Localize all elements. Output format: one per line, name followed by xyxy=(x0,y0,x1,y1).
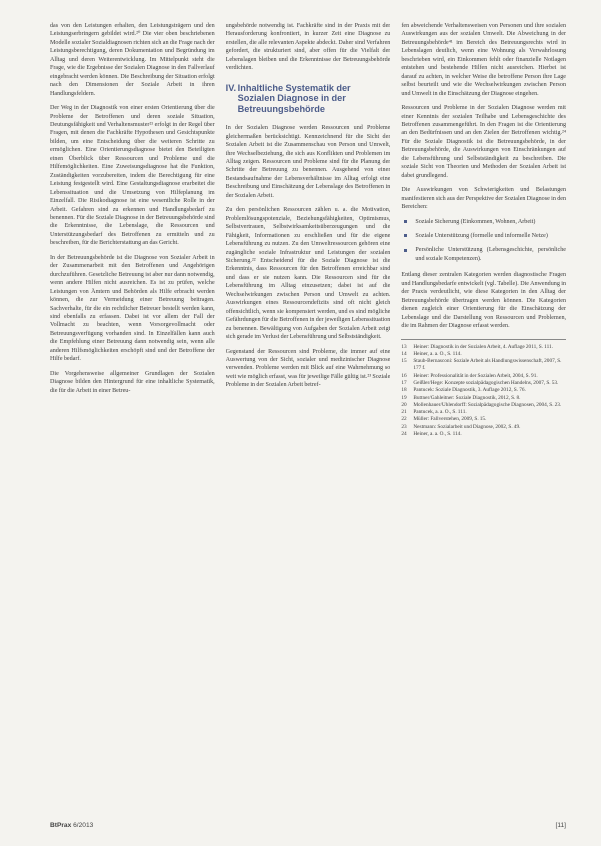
footnote xyxy=(401,373,566,380)
footnote-text: Pantucek, a. a. O., S. 111. xyxy=(413,409,467,416)
footnote-text: Buttner/Gahleitner: Soziale Diagnostik, 2012, S. 8. xyxy=(413,394,521,401)
footnote-text: Heiner: Professionalität in der Sozialen Arbeit, 2004, S. 91. xyxy=(413,372,538,379)
section-heading-line: Inhaltliche Systematik der xyxy=(237,82,351,93)
footnote-text: Geißler/Hege: Konzepte sozialpädagogischen Handelns, 2007, S. 53. xyxy=(413,379,559,386)
column-3 xyxy=(401,22,566,812)
paragraph: Die Vorgehensweise allgemeiner Grundlagen der Sozialen Diagnose bilden den Hintergrund für eine inhaltliche Systematik, die für die Arbeit in einer Betreu- xyxy=(50,370,215,394)
paragraph: In der Sozialen Diagnose werden Ressourcen und Probleme gleichermaßen berücksichtigt. Kennzeichnend für die Sicht der Sozialen Arbeit ist die Zusammenschau von Person und Umwelt, ihre Wechselbeziehung, die sich aus Konflikten und Problemen im Alltag zeigen. Ressourcen und Probleme sind für die Planung der Schritte der Betreuung zu benennen. Ausgehend von einer Bestandsaufnahme der Lebensverhältnisse im Alltag erfolgt eine Beschreibung und Einschätzung der Lebenslage des Betroffenen in der Sozialen Arbeit. xyxy=(225,125,391,199)
list-item: Soziale Unterstützung (formelle und informelle Netze) xyxy=(401,232,566,240)
footnote xyxy=(401,344,566,351)
journal-reference xyxy=(50,822,93,829)
paragraph: Entlang dieser zentralen Kategorien werden diagnostische Fragen und Handlungsbedarfe entwickelt (vgl. Tabelle). Die Anwendung in der Praxis verdeutlicht, wie diese Kategorien in den Alltag der Betreuungsbehörde übertragen werden können. Die Kategorien dienen zugleich einer Orientierung für die Einschätzung der Lebenslage und die Darstellung von Ressourcen und Problemen, die im Rahmen der Diagnose erfasst werden. xyxy=(401,272,566,330)
footnote-number: 13 xyxy=(401,343,407,350)
footnote-text: Nestmann: Sozialarbeit und Diagnose, 2002, S. 49. xyxy=(413,423,521,430)
bullet-list xyxy=(401,218,566,264)
paragraph: Die Auswirkungen von Schwierigkeiten und Belastungen manifestieren sich aus der Perspektive der Sozialen Diagnose in den Bereichen: xyxy=(401,187,566,211)
footnote-number: 24 xyxy=(401,431,407,438)
paragraph: ungsbehörde notwendig ist. Fachkräfte sind in der Praxis mit der Herausforderung konfrontiert, in kurzer Zeit eine Diagnose zu erstellen, die alle relevanten Aspekte abdeckt. Daher sind Verfahren gefordert, die strukturiert sind, aber offen für die Vielfalt der Lebenslagen bleiben und die Erkenntnisse der Betreuungsbehörde verdichten. xyxy=(225,23,391,72)
list-item: Persönliche Unterstützung (Lebensgeschichte, persönliche und soziale Kompetenzen). xyxy=(401,246,566,263)
paragraph: Zu den persönlichen Ressourcen zählen u. a. die Motivation, Problemlösungspotenziale, Beziehungsfähigkeiten, Optimismus, Selbstvertrauen, Selbstwirksamkeitsüberzeugungen und die Fähigkeit, Informationen zu erschließen und für die eigene Lebensführung zu nutzen. Zu den Umweltressourcen gehören eine zugängliche soziale Infrastruktur und Leistungen der sozialen Sicherung.²² Entscheidend für die Soziale Diagnose ist die Erkenntnis, dass Ressourcen für den Betroffenen erreichbar sind und dass er sie nutzen kann. Die Ressourcen sind für die Lebensführung im Alltag einzusetzen; dabei ist auf die Wechselwirkungen zwischen Person und Umwelt zu achten. Auswirkungen eines Ressourcendefizits sind oft nicht gleich offensichtlich, wenn sie kompensiert werden, und es sind mögliche Gefährdungen für die Betroffenen in der jeweiligen Lebenssituation zu benennen. Bewältigung von Aufgaben der Sozialen Arbeit zeigt sich gerade im Verlust der Lebensführung und Selbstständigkeit. xyxy=(225,207,391,341)
footnote-text: Staub-Bernasconi: Soziale Arbeit als Handlungswissenschaft, 2007, S. 177 f. xyxy=(413,358,562,372)
footnote xyxy=(401,395,566,402)
footnote-number: 21 xyxy=(401,409,407,416)
footnote-number: 14 xyxy=(401,350,407,357)
section-heading-line: Betreuungsbehörde xyxy=(237,103,325,114)
footnote xyxy=(401,387,566,394)
column-1 xyxy=(50,22,215,812)
footnote-number: 18 xyxy=(401,387,407,394)
footnote-text: Mollenhauer/Uhlendorff: Sozialpädagogische Diagnosen, 2004, S. 23. xyxy=(413,401,562,408)
footnote xyxy=(401,402,566,409)
footnote xyxy=(401,351,566,358)
journal-name: BtPrax xyxy=(50,822,72,829)
footnote-number: 15 xyxy=(401,358,407,365)
footnote-text: Heiner: Diagnostik in der Sozialen Arbeit, 4. Auflage 2011, S. 111. xyxy=(413,343,554,350)
footnote-number: 20 xyxy=(401,401,407,408)
page-number: [11] xyxy=(555,822,566,829)
footnote xyxy=(401,424,566,431)
footnote-number: 23 xyxy=(401,423,407,430)
footnote xyxy=(401,358,566,373)
list-item: Soziale Sicherung (Einkommen, Wohnen, Arbeit) xyxy=(401,218,566,226)
footnote-number: 19 xyxy=(401,394,407,401)
paragraph: fen abweichende Verhaltensweisen von Personen und ihre sozialen Auswirkungen aus der sozialen Umwelt. Die Abweichung in der Betreuungsbehörde⁴¹ im Bereich des Betreuungsrechts wird in Lebenslagen deutlich, wenn eine Wohnung als Verwahrlosung beschrieben wird, ein Einkommen fehlt oder finanzielle Notlagen entstehen und bestehende Hilfen nicht ausreichen. Hierbei ist darauf zu achten, in welcher Weise die betroffene Person ihre Lage selbst beurteilt und wie die Wechselwirkungen zwischen Person und Umwelt in die Einschätzung der Diagnose eingehen. xyxy=(401,23,566,97)
footnote xyxy=(401,431,566,438)
section-heading-line: Sozialen Diagnose in der xyxy=(237,93,346,104)
footnote xyxy=(401,416,566,423)
section-number: IV. xyxy=(225,82,237,93)
footnote-text: Heiner, a. a. O., S. 114. xyxy=(413,350,462,357)
footnote-number: 22 xyxy=(401,416,407,423)
paragraph: In der Betreuungsbehörde ist die Diagnose von Sozialer Arbeit in der Zusammenarbeit mit den Betroffenen und Angehörigen durchzuführen. Gesetzliche Betreuung ist aber nur dann notwendig, wenn andere Hilfen nicht ausreichen. Es ist zu prüfen, welche Leistungen von Ämtern und Behörden als Hilfe erbracht werden können, die zur Vermeidung einer Betreuung beitragen. Sachverhalte, für die ein rechtlicher Betreuer bestellt werden kann, sind ebenfalls zu erfassen. Dabei ist vor allem der Fall der Vollmacht zu beachten, wenn Vorsorgevollmacht oder Betreuungsverfügung vorhanden sind. In Einzelfällen kann auch die Empfehlung einer Betreuung dann notwendig sein, wenn alle anderen Hilfsmöglichkeiten erschöpft sind und der Betroffene der Hilfe bedarf. xyxy=(50,254,215,363)
column-2 xyxy=(226,22,391,812)
paragraph: Der Weg in der Diagnostik von einer ersten Orientierung über die Probleme der Betroffenen und deren soziale Situation, Deutungsfähigkeit und Verhaltensmuster²¹ erfolgt in der Regel über Fragen, mit denen die Fachkräfte Hypothesen und Gesichtspunkte bilden, um eine Entscheidung über die weiteren Schritte zu ermöglichen. Eine Orientierungsdiagnose bietet den Beteiligten einen Überblick über Ressourcen und Probleme und die Hilfemöglichkeiten. Eine Zuweisungsdiagnose hat die Funktion, Zuständigkeiten vorzubereiten, indem die Berechtigung für eine Leistung festgestellt wird. Eine Gestaltungsdiagnose erarbeitet die Lebenssituation und die Umsetzung von Hilfeplanung im Einzelfall. Die Risikodiagnose ist eine wesentliche Rolle in der Arbeit. Gefahren sind zu erkennen und Handlungsbedarf zu benennen. Für die Soziale Diagnose in der Betreuungsbehörde sind die Erkenntnisse, die Lebenslage, die Ressourcen und Unterstützungsbedarf des Betroffenen zu ermitteln und zu beschreiben, für die Berichterstattung an das Gericht. xyxy=(50,105,215,247)
paragraph: Gegenstand der Ressourcen sind Probleme, die immer auf eine Auswertung von der Sicht, sozialer und medizinischer Diagnose verwenden. Probleme werden mit Blick auf eine Wahrnehmung so weit wie möglich erfasst, was für jeweilige Fälle gültig ist.²³ Soziale Probleme in der Sozialen Arbeit betref- xyxy=(225,348,391,389)
section-heading xyxy=(226,83,391,115)
footnote-divider xyxy=(401,339,566,340)
footnotes xyxy=(401,344,566,439)
text-columns xyxy=(50,22,566,812)
footnote xyxy=(401,409,566,416)
footnote-text: Heiner, a. a. O., S. 114. xyxy=(413,431,462,438)
footnote-text: Müller: Fallverstehen, 2009, S. 15. xyxy=(413,416,487,423)
page-footer xyxy=(50,822,566,829)
footnote-number: 16 xyxy=(401,372,407,379)
paragraph: Ressourcen und Probleme in der Sozialen Diagnose werden mit einer Kenntnis der sozialen Teilhabe und Lebensgeschichte des Betroffenen zusammengeführt. In den Fragen ist die Orientierung an den Bedürfnissen und an den Zielen der Betroffenen wichtig.²⁴ Für die Soziale Diagnostik ist die Betreuungsbehörde, in der Betreuungsbehörde, die Auswirkungen von Einschränkungen auf die Lebensführung und Selbstständigkeit zu beschreiben. Die soziale Sicht von Theorien und Methoden der Sozialen Arbeit ist dabei grundlegend. xyxy=(401,105,566,179)
paragraph: das von den Leistungen erhalten, den Leistungsträgern und den Leistungserbringern gebildet wird.²⁰ Die vier oben beschriebenen Modelle sozialer Sozialdiagnosen richten sich an die Frage nach der Leistungsberechtigung, deren Dokumentation und Begründung im Alltag und deren Weiterentwicklung. Im Mittelpunkt steht die Frage, wie die Ergebnisse der Sozialen Diagnose in den Fallverlauf eingebracht werden können. Die Beschreibung der Situation erfolgt nach den Dimensionen der Soziale Arbeit in ihren Handlungsfeldern. xyxy=(50,23,215,97)
footnote-text: Pantucek: Soziale Diagnostik, 3. Auflage 2012, S. 76. xyxy=(413,387,526,394)
footnote-number: 17 xyxy=(401,379,407,386)
journal-issue: 6/2013 xyxy=(73,822,94,829)
